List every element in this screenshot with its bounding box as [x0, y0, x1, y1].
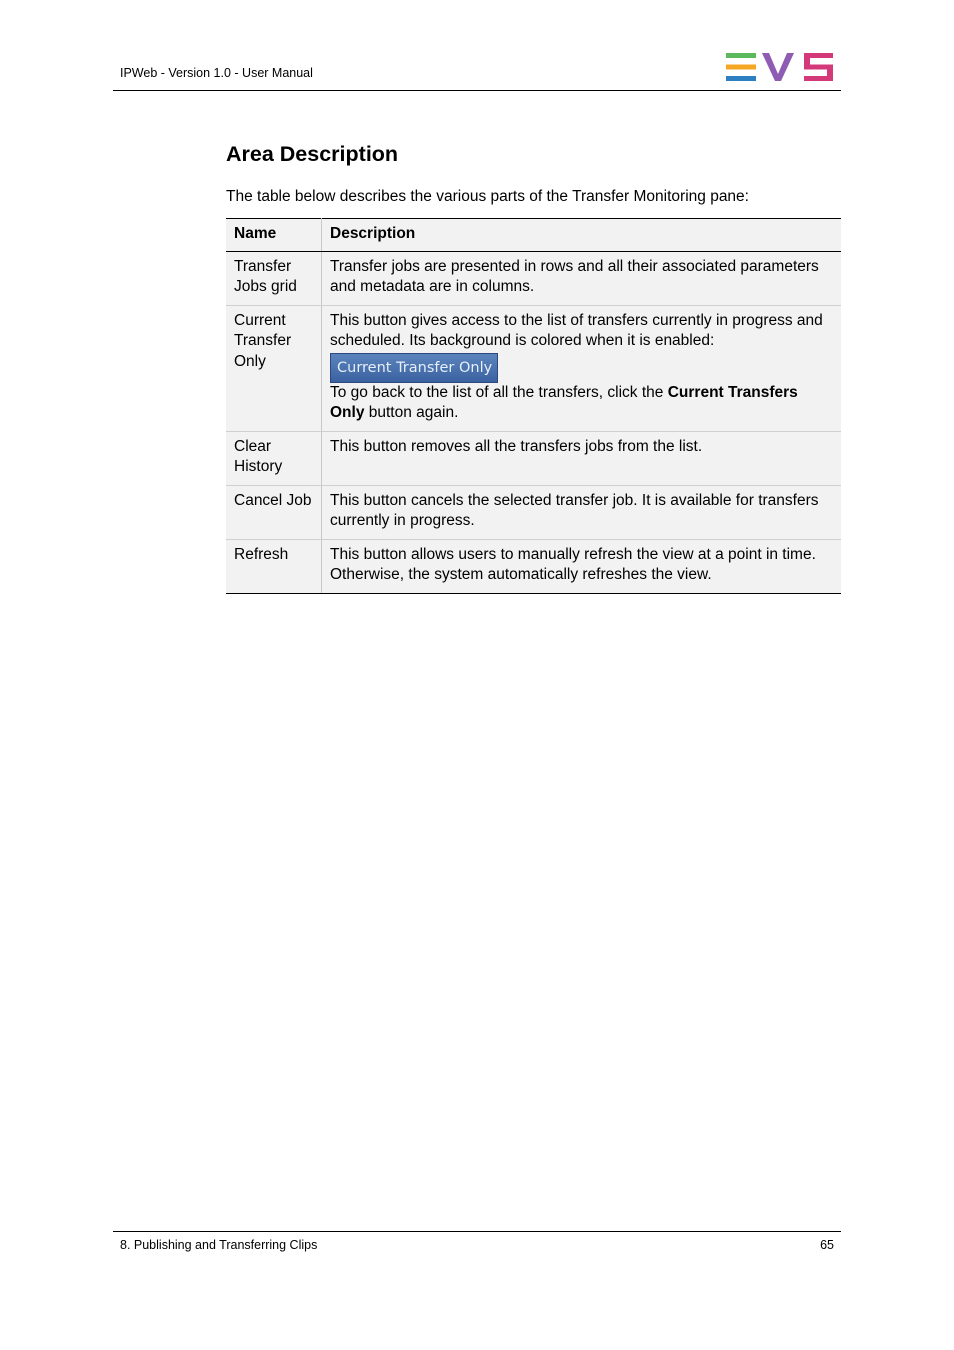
table-row [226, 431, 841, 485]
description-bold-button-name: Current Transfers Only [330, 383, 798, 421]
row-name: Clear History [226, 431, 322, 485]
area-description-table [226, 218, 841, 594]
table-row [226, 485, 841, 539]
column-header-description: Description [322, 219, 842, 252]
section-title: Area Description [226, 142, 399, 166]
row-description: Transfer jobs are presented in rows and all their associated parameters and metadata are in columns. [322, 251, 842, 305]
row-name: Transfer Jobs grid [226, 251, 322, 305]
description-text: To go back to the list of all the transfers, click the [330, 383, 668, 401]
row-description: This button removes all the transfers jobs from the list. [322, 431, 842, 485]
row-name: Refresh [226, 539, 322, 593]
footer-chapter: 8. Publishing and Transferring Clips [120, 1238, 318, 1252]
document-title: IPWeb - Version 1.0 - User Manual [120, 66, 313, 80]
row-name: Cancel Job [226, 485, 322, 539]
table-header-row [226, 219, 841, 252]
row-description-continued [330, 383, 833, 424]
page-number: 65 [820, 1238, 834, 1252]
current-transfer-only-button[interactable]: Current Transfer Only [330, 353, 498, 383]
table-row [226, 305, 841, 431]
row-description-cell [322, 305, 842, 431]
intro-paragraph: The table below describes the various parts of the Transfer Monitoring pane: [226, 188, 749, 205]
header-divider [113, 90, 841, 91]
row-description: This button cancels the selected transfer job. It is available for transfers currently in progress. [322, 485, 842, 539]
description-text: button again. [364, 404, 459, 421]
footer-divider [113, 1231, 841, 1232]
row-description: This button allows users to manually refresh the view at a point in time. Otherwise, the system automatically refreshes the view. [322, 539, 842, 593]
evs-logo [726, 53, 834, 81]
column-header-name: Name [226, 219, 322, 252]
row-name: Current Transfer Only [226, 305, 322, 431]
table-row [226, 539, 841, 593]
row-description: This button gives access to the list of transfers currently in progress and scheduled. Its background is colored when it is enabled: [330, 311, 823, 349]
table-row [226, 251, 841, 305]
